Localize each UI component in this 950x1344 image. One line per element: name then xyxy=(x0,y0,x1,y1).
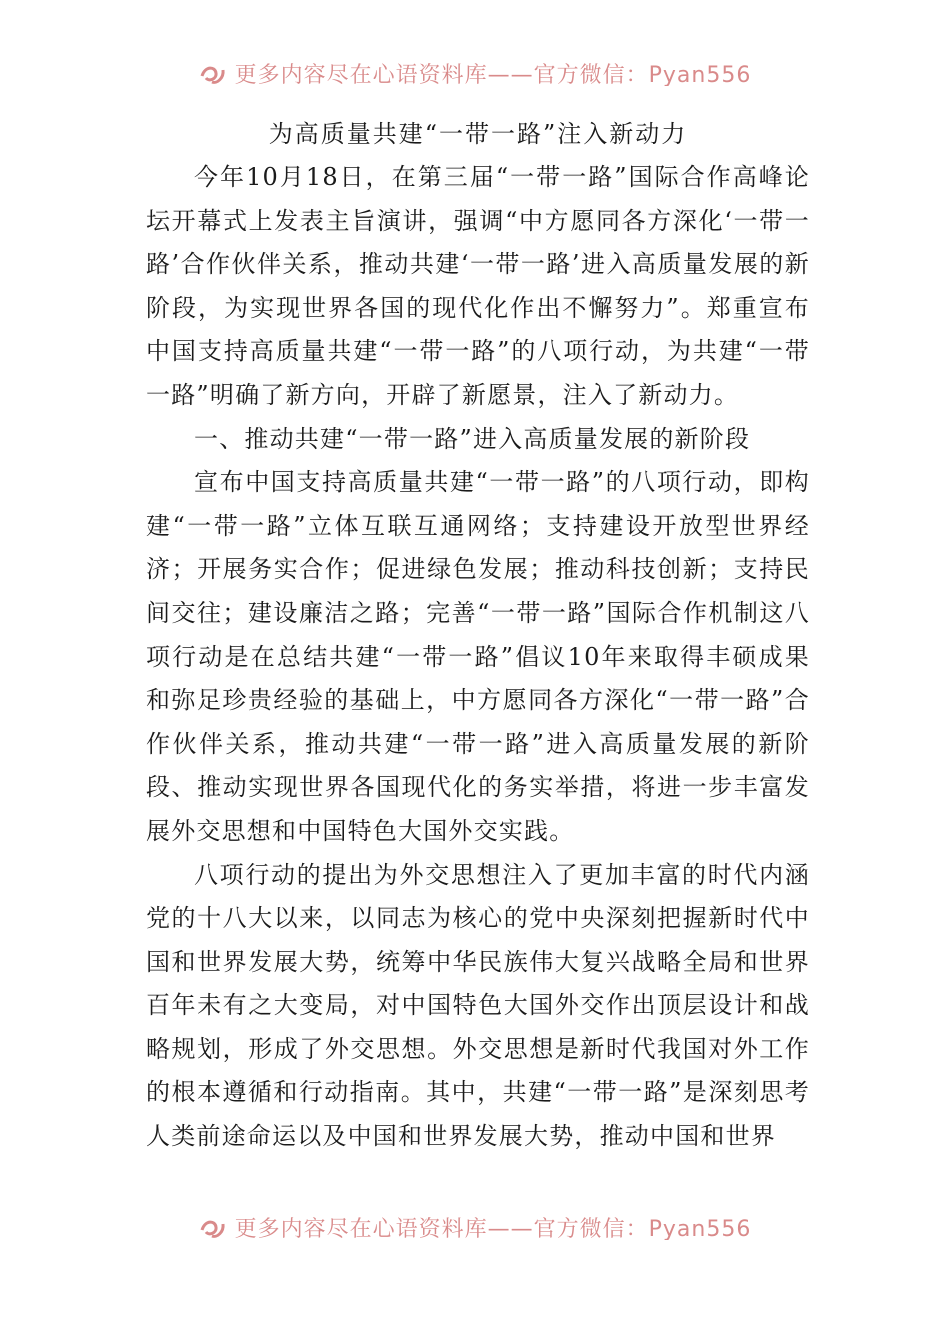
section1-paragraph: 八项行动的提出为外交思想注入了更加丰富的时代内涵党的十八大以来，以同志为核心的党中央深刻把握新时代中国和世界发展大势，统筹中华民族伟大复兴战略全局和世界百年未有之大变局，对中国特色大国外交作出顶层设计和战略规划，形成了外交思想。外交思想是新时代我国对外工作的根本遵循和行动指南。其中，共建“一带一路”是深刻思考人类前途命运以及中国和世界发展大势，推动中国和世界 xyxy=(146,860,810,1151)
watermark-text: 更多内容尽在心语资料库——官方微信：Pyan556 xyxy=(234,63,752,86)
watermark-bottom xyxy=(0,1206,950,1240)
watermark-logo-icon xyxy=(199,1216,227,1240)
document-body xyxy=(146,112,810,1159)
watermark-text: 更多内容尽在心语资料库——官方微信：Pyan556 xyxy=(234,1217,752,1240)
watermark-top xyxy=(0,52,950,86)
document-title: 为高质量共建“一带一路”注入新动力 xyxy=(268,120,688,148)
section-heading-1: 一、推动共建“一带一路”进入高质量发展的新阶段 xyxy=(194,424,751,453)
section1-paragraph: 宣布中国支持高质量共建“一带一路”的八项行动，即构建“一带一路”立体互联互通网络；支持建设开放型世界经济；开展务实合作；促进绿色发展；推动科技创新；支持民间交往；建设廉洁之路；完善“一带一路”国际合作机制这八项行动是在总结共建“一带一路”倡议10年来取得丰硕成果和弥足珍贵经验的基础上，中方愿同各方深化“一带一路”合作伙伴关系，推动共建“一带一路”进入高质量发展的新阶段、推动实现世界各国现代化的务实举措，将进一步丰富发展外交思想和中国特色大国外交实践。 xyxy=(146,468,810,845)
intro-paragraph: 今年10月18日，在第三届“一带一路”国际合作高峰论坛开幕式上发表主旨演讲，强调“中方愿同各方深化‘一带一路’合作伙伴关系，推动共建‘一带一路’进入高质量发展的新阶段，为实现世界各国的现代化作出不懈努力”。郑重宣布中国支持高质量共建“一带一路”的八项行动，为共建“一带一路”明确了新方向，开辟了新愿景，注入了新动力。 xyxy=(146,163,810,409)
watermark-logo-icon xyxy=(199,62,227,86)
